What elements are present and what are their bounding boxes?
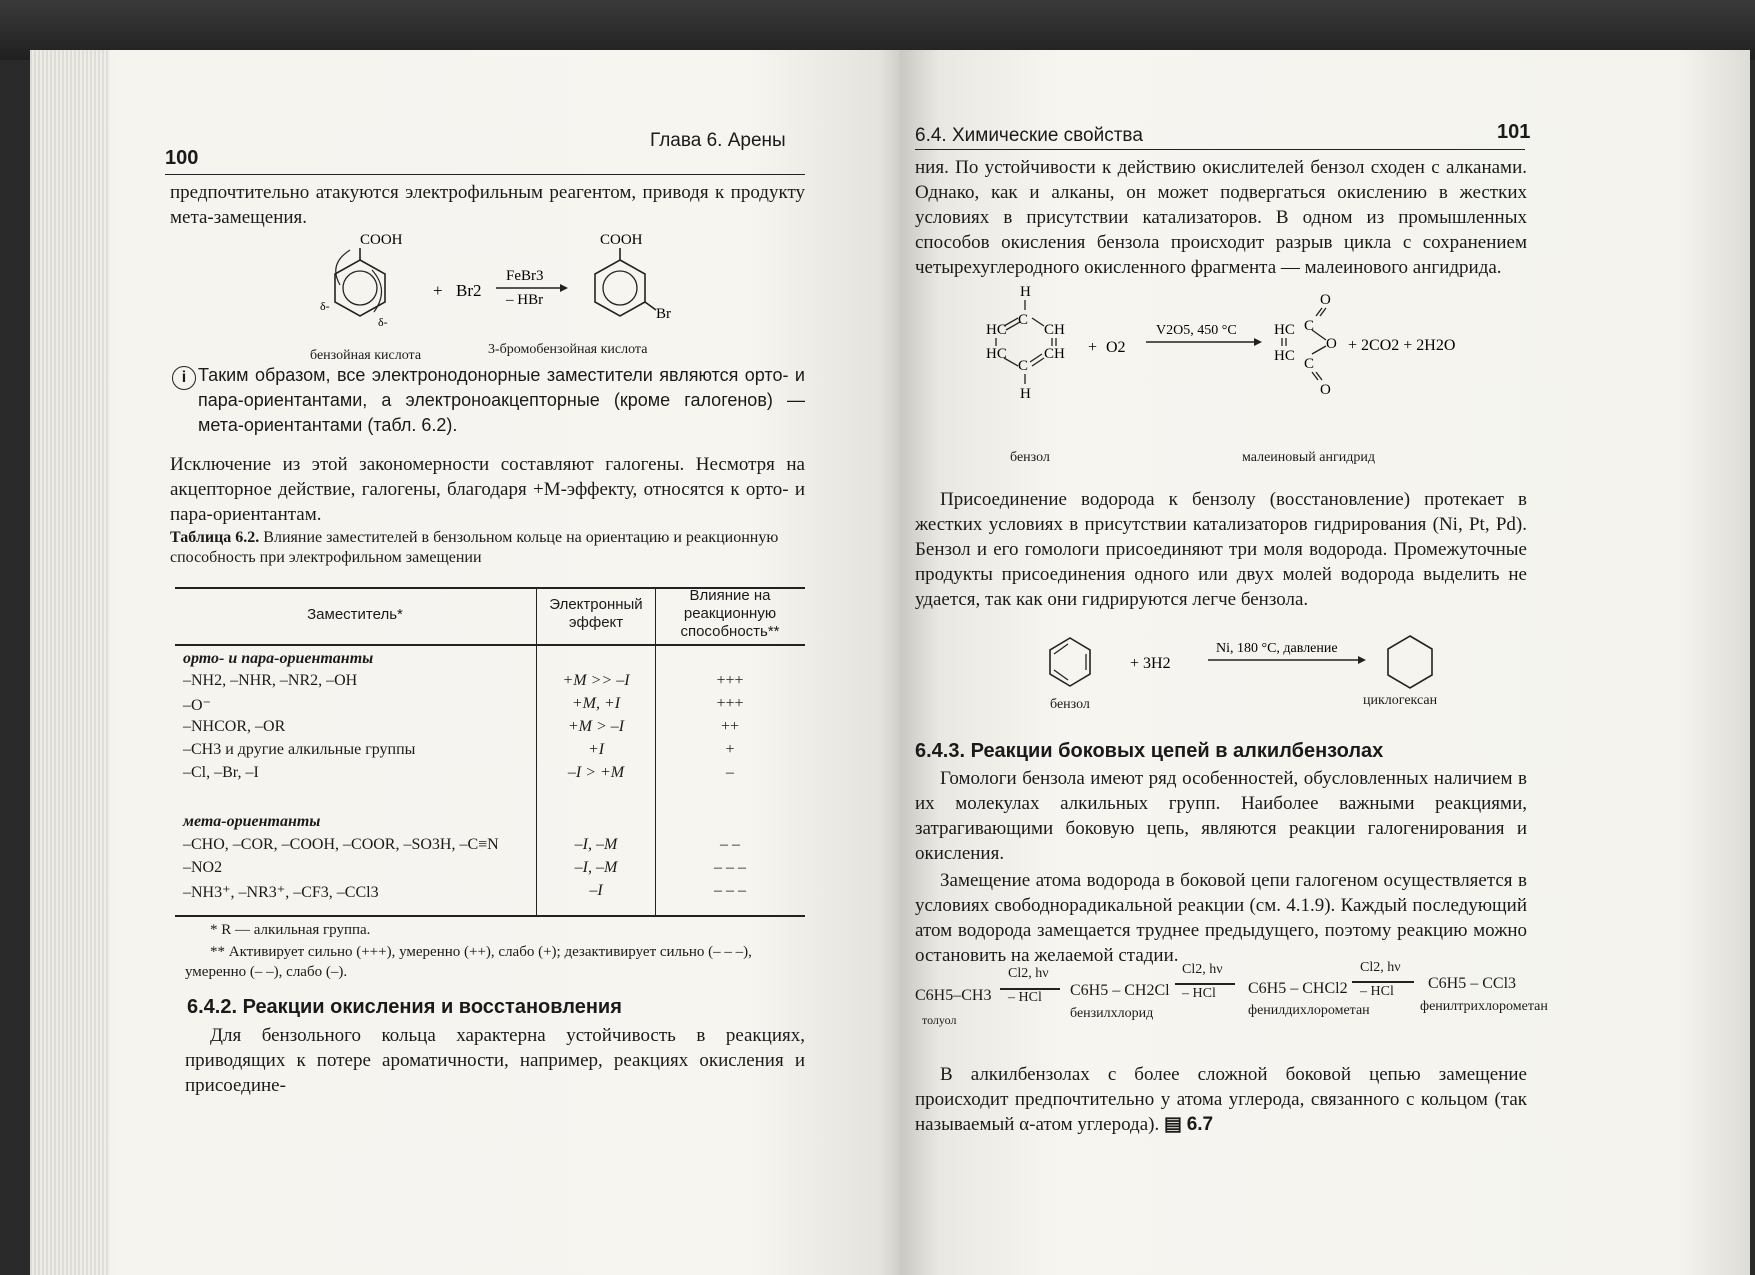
step3-conditions: Cl2, hν <box>1360 960 1401 975</box>
table-row-effect: –I <box>589 882 603 899</box>
svg-text:H: H <box>1020 284 1031 300</box>
trichloro-formula: C6H5 – CCl3 <box>1428 975 1517 992</box>
table-row-influence: – – – <box>714 882 746 899</box>
byproduct-label: – HBr <box>506 292 544 308</box>
table-row-influence: – – – <box>714 859 746 876</box>
plus-sign: + <box>433 281 443 300</box>
hydrogenation-conditions: Ni, 180 °C, давление <box>1216 641 1338 656</box>
dichloro-label: фенилдихлорометан <box>1248 1003 1370 1018</box>
left-para-2: Исключение из этой закономерности составляют галогены. Несмотря на акцепторное действие, галогены, благодаря +M-эффекту, относятся к орто- и пара-ориентантам. <box>170 454 805 525</box>
section-6-4-2: 6.4.2. Реакции окисления и восстановления <box>187 996 622 1018</box>
right-para-4: Замещение атома водорода в боковой цепи галогеном осуществляется в условиях свободнорадикальной реакции (см. 4.1.9). Каждый последующий атом водорода замещается труднее предыдущего, поэтому реакцию можно остановить на желаемой стадии. <box>915 870 1527 966</box>
table-row-effect: –I > +M <box>567 764 625 781</box>
page-edges <box>30 50 110 1275</box>
footnote-1: * R — алкильная группа. <box>210 922 371 938</box>
cyclohexane-label: циклогексан <box>1363 693 1438 708</box>
page-number-left: 100 <box>165 147 199 169</box>
table-row-substituent: –NHCOR, –OR <box>183 718 286 735</box>
benzoic-acid-structure <box>335 248 385 316</box>
footnote-2: ** Активирует сильно (+++), умеренно (++), слабо (+); дезактивирует сильно (– – –), умеренно (– –), слабо (–). <box>185 944 752 980</box>
left-note: Таким образом, все электронодонорные заместители являются орто- и пара-ориентантами, а электроноакцепторные (кроме галогенов) — мета-ориентантами (табл. 6.2). <box>198 365 805 435</box>
svg-text:HC: HC <box>1274 348 1295 364</box>
step2-conditions: Cl2, hν <box>1182 962 1223 977</box>
table-row-influence: – <box>726 764 734 781</box>
book-ref: 6.7 <box>1186 1114 1214 1135</box>
table-row-substituent: –NH2, –NHR, –NR2, –OH <box>183 672 358 689</box>
table-caption-text: Влияние заместителей в бензольном кольце на ориентацию и реакционную способность при электрофильном замещении <box>170 529 779 566</box>
cooh-label-1: COOH <box>360 232 403 248</box>
head-rule-right <box>915 149 1525 150</box>
cyclohexane-structure <box>1388 636 1432 688</box>
running-head-left: Глава 6. Арены <box>650 130 786 151</box>
step1-conditions: Cl2, hν <box>1008 966 1049 981</box>
running-head-right: 6.4. Химические свойства <box>915 125 1143 146</box>
right-para-3: Гомологи бензола имеют ряд особенностей, обусловленных наличием в их молекулах алкильных групп. Наиболее важными реакциями, затрагивающими боковую цепь, являются реакции галогенирования и окисления. <box>915 768 1527 864</box>
table-row-influence: ++ <box>720 718 740 735</box>
oxidation-scheme <box>960 282 1520 422</box>
svg-text:H: H <box>1020 386 1031 402</box>
right-para-1: ния. По устойчивости к действию окислителей бензол сходен с алканами. Однако, как и алканы, он может подвергаться окислению в жестких условиях в присутствии катализаторов. В одном из промышленных способов окисления бензола происходит разрыв цикла с сохранением четырехуглеродного окисленного фрагмента — малеинового ангидрида. <box>915 157 1527 278</box>
table-row-substituent: –CH3 и другие алкильные группы <box>183 741 416 758</box>
delta-label-2: δ- <box>378 315 388 329</box>
maleic-anhydride-structure <box>1274 292 1337 398</box>
table-row-influence: + <box>725 741 735 758</box>
left-para-1: предпочтительно атакуются электрофильным реагентом, приводя к продукту мета-замещения. <box>170 182 805 228</box>
svg-text:HC: HC <box>986 346 1007 362</box>
bromination-scheme <box>300 230 700 350</box>
svg-text:O: O <box>1326 336 1337 352</box>
benzyl-chloride-formula: C6H5 – CH2Cl <box>1070 982 1170 999</box>
toluene-formula: C6H5–CH3 <box>915 987 992 1004</box>
table-row-influence: +++ <box>716 672 744 689</box>
catalyst-label: FeBr3 <box>506 268 544 284</box>
hydrogen-reagent: + 3H2 <box>1130 655 1171 672</box>
benzoic-acid-label: бензойная кислота <box>310 348 422 363</box>
table-row-effect: +M, +I <box>571 695 621 712</box>
col-header-substituent: Заместитель* <box>307 606 403 623</box>
table-row-effect: –I, –M <box>574 859 618 876</box>
group-meta: мета-ориентанты <box>183 813 321 830</box>
benzene-label-1: бензол <box>1010 450 1050 465</box>
svg-text:HC: HC <box>1274 322 1295 338</box>
col-header-influence: Влияние на реакционную способность** <box>680 587 780 640</box>
table-row-influence: +++ <box>716 695 744 712</box>
right-para-5-text: В алкилбензолах с более сложной боковой цепью замещение происходит предпочтительно у атома углерода, связанного с кольцом (так называемый α-атом углерода). <box>915 1064 1527 1135</box>
svg-text:C: C <box>1018 358 1029 374</box>
table-row-effect: –I, –M <box>574 836 618 853</box>
table-row-substituent: –O⁻ <box>183 697 211 714</box>
table-row-substituent: –NO2 <box>183 859 223 876</box>
svg-text:C: C <box>1304 318 1315 334</box>
svg-text:C: C <box>1018 312 1029 328</box>
right-para-2: Присоединение водорода к бензолу (восстановление) протекает в жестких условиях в присутствии катализаторов гидрирования (Ni, Pt, Pd). Бензол и его гомологи присоединяют три моля водорода. Промежуточные продукты присоединения одного или двух молей водорода выделить не удается, так как они гидрируются легче бензола. <box>915 489 1527 610</box>
open-book <box>30 50 1750 1275</box>
cooh-label-2: COOH <box>600 232 643 248</box>
left-page <box>30 50 900 1275</box>
step3-minus-hcl: – HCl <box>1360 984 1394 999</box>
head-rule <box>165 174 805 175</box>
step2-minus-hcl: – HCl <box>1182 986 1216 1001</box>
table-row-effect: +M >> –I <box>562 672 630 689</box>
table-row-substituent: –Cl, –Br, –I <box>183 764 259 781</box>
svg-text:CH: CH <box>1044 346 1065 362</box>
table-row-influence: – – <box>720 836 740 853</box>
benzene-label-2: бензол <box>1050 697 1090 712</box>
book-ref-icon: ▤ <box>1163 1114 1182 1135</box>
dichloro-formula: C6H5 – CHCl2 <box>1248 980 1348 997</box>
svg-text:O: O <box>1320 382 1331 398</box>
section-6-4-3: 6.4.3. Реакции боковых цепей в алкилбензолах <box>915 740 1384 762</box>
right-page <box>900 50 1750 1275</box>
oxidation-conditions: V2O5, 450 °C <box>1156 323 1237 338</box>
svg-text:+: + <box>1088 339 1098 356</box>
svg-text:CH: CH <box>1044 322 1065 338</box>
right-para-5 <box>915 1062 1527 1137</box>
svg-text:C: C <box>1304 356 1315 372</box>
table-caption-label: Таблица 6.2. <box>170 529 260 546</box>
delta-label-1: δ- <box>320 299 330 313</box>
bromine-reagent: Br2 <box>456 281 482 300</box>
oxidation-byproducts: + 2CO2 + 2H2O <box>1348 337 1456 354</box>
br-label: Br <box>656 306 671 322</box>
maleic-anhydride-label: малеиновый ангидрид <box>1242 450 1375 465</box>
svg-text:O: O <box>1320 292 1331 308</box>
table-row-effect: +M > –I <box>567 718 625 735</box>
col-header-effect: Электронный эффект <box>549 596 643 631</box>
benzene-kekule-structure <box>986 284 1065 402</box>
hydrogenation-scheme <box>1040 630 1460 700</box>
page-number-right: 101 <box>1497 121 1531 143</box>
trichloro-label: фенилтрихлорометан <box>1420 999 1548 1014</box>
step1-minus-hcl: – HCl <box>1008 990 1042 1005</box>
oxygen-reagent: O2 <box>1106 339 1126 356</box>
table-row-substituent: –CHO, –COR, –COOH, –COOR, –SO3H, –C≡N <box>183 836 499 853</box>
table-row-substituent: –NH3⁺, –NR3⁺, –CF3, –CCl3 <box>183 884 379 901</box>
table-caption <box>170 528 805 568</box>
group-ortho-para: орто- и пара-ориентанты <box>183 650 374 667</box>
bromobenzoic-acid-structure <box>595 248 656 316</box>
left-para-3: Для бензольного кольца характерна устойчивость в реакциях, приводящих к потере ароматичности, например, реакциях окисления и присоедине- <box>185 1025 805 1096</box>
table-row-effect: +I <box>587 741 605 758</box>
benzyl-chloride-label: бензилхлорид <box>1070 1006 1154 1021</box>
svg-text:HC: HC <box>986 322 1007 338</box>
info-icon: i <box>172 366 196 390</box>
benzene-ring-structure <box>1050 638 1090 686</box>
bromobenzoic-acid-label: 3-бромобензойная кислота <box>488 342 648 357</box>
toluene-label: толуол <box>922 1013 957 1027</box>
